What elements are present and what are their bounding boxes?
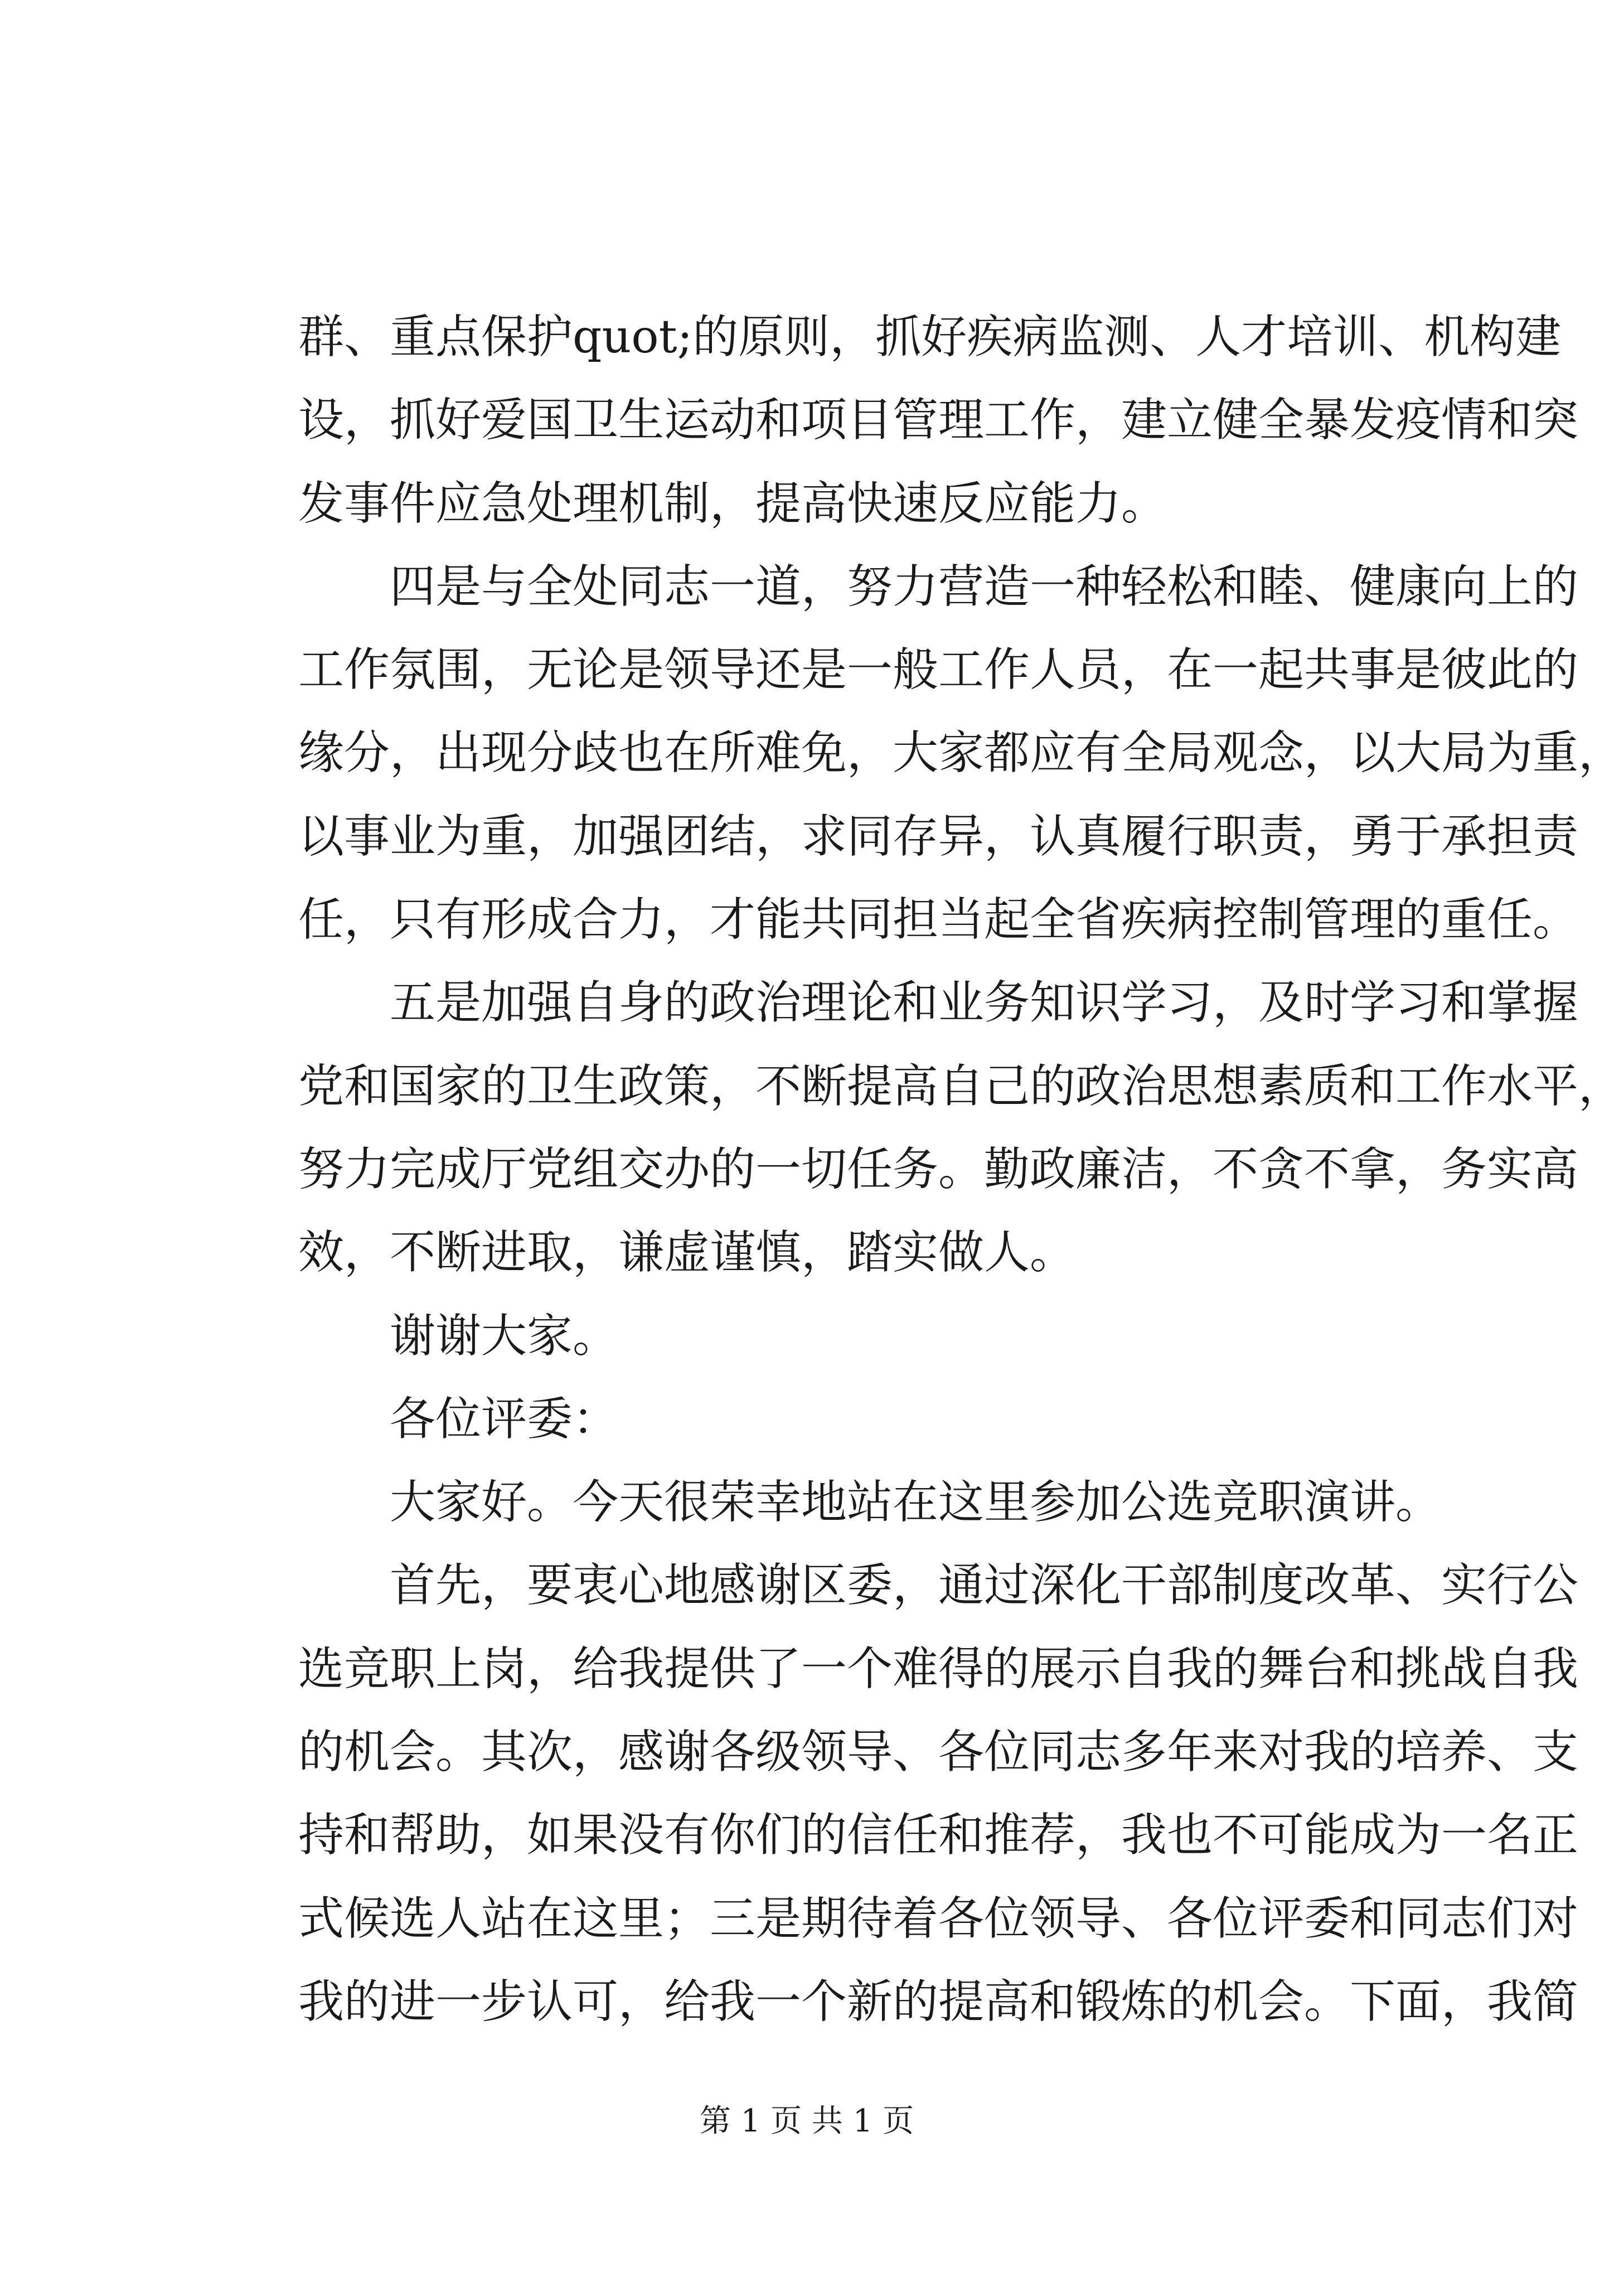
page-footer: 第 1 页 共 1 页 — [699, 2103, 914, 2139]
text-line: 任，只有形成合力，才能共同担当起全省疾病控制管理的重任。 — [298, 893, 1579, 947]
text-line: 以事业为重，加强团结，求同存异，认真履行职责，勇于承担责 — [298, 810, 1579, 863]
text-line: 努力完成厅党组交办的一切任务。勤政廉洁，不贪不拿，务实高 — [298, 1142, 1579, 1196]
text-line: 持和帮助，如果没有你们的信任和推荐，我也不可能成为一名正 — [298, 1809, 1579, 1862]
text-line: 我的进一步认可，给我一个新的提高和锻炼的机会。下面，我简 — [298, 1975, 1579, 2028]
text-line: 的机会。其次，感谢各级领导、各位同志多年来对我的培养、支 — [298, 1726, 1579, 1779]
text-line: 选竞职上岗，给我提供了一个难得的展示自我的舞台和挑战自我 — [298, 1642, 1579, 1695]
text-line: 设，抓好爱国卫生运动和项目管理工作，建立健全暴发疫情和突 — [298, 394, 1579, 447]
text-line: 式候选人站在这里；三是期待着各位领导、各位评委和同志们对 — [298, 1892, 1579, 1945]
text-line: 党和国家的卫生政策，不断提高自己的政治思想素质和工作水平， — [298, 1059, 1624, 1113]
paragraph-start: 谢谢大家。 — [390, 1309, 619, 1363]
text-line: 工作氛围，无论是领导还是一般工作人员，在一起共事是彼此的 — [298, 643, 1579, 697]
paragraph-start: 四是与全处同志一道，努力营造一种轻松和睦、健康向上的 — [390, 560, 1579, 613]
text-line: 发事件应急处理机制，提高快速反应能力。 — [298, 477, 1167, 530]
text-line: 群、重点保护quot;的原则，抓好疾病监测、人才培训、机构建 — [298, 311, 1562, 364]
paragraph-start: 首先，要衷心地感谢区委，通过深化干部制度改革、实行公 — [390, 1559, 1579, 1612]
text-line: 效，不断进取，谦虚谨慎，踏实做人。 — [298, 1226, 1076, 1280]
paragraph-start: 五是加强自身的政治理论和业务知识学习，及时学习和掌握 — [390, 976, 1579, 1030]
paragraph-start: 大家好。今天很荣幸地站在这里参加公选竞职演讲。 — [390, 1476, 1442, 1529]
salutation: 各位评委： — [390, 1392, 619, 1446]
document-body — [298, 295, 1624, 2043]
text-line: 缘分，出现分歧也在所难免，大家都应有全局观念，以大局为重， — [298, 726, 1624, 780]
